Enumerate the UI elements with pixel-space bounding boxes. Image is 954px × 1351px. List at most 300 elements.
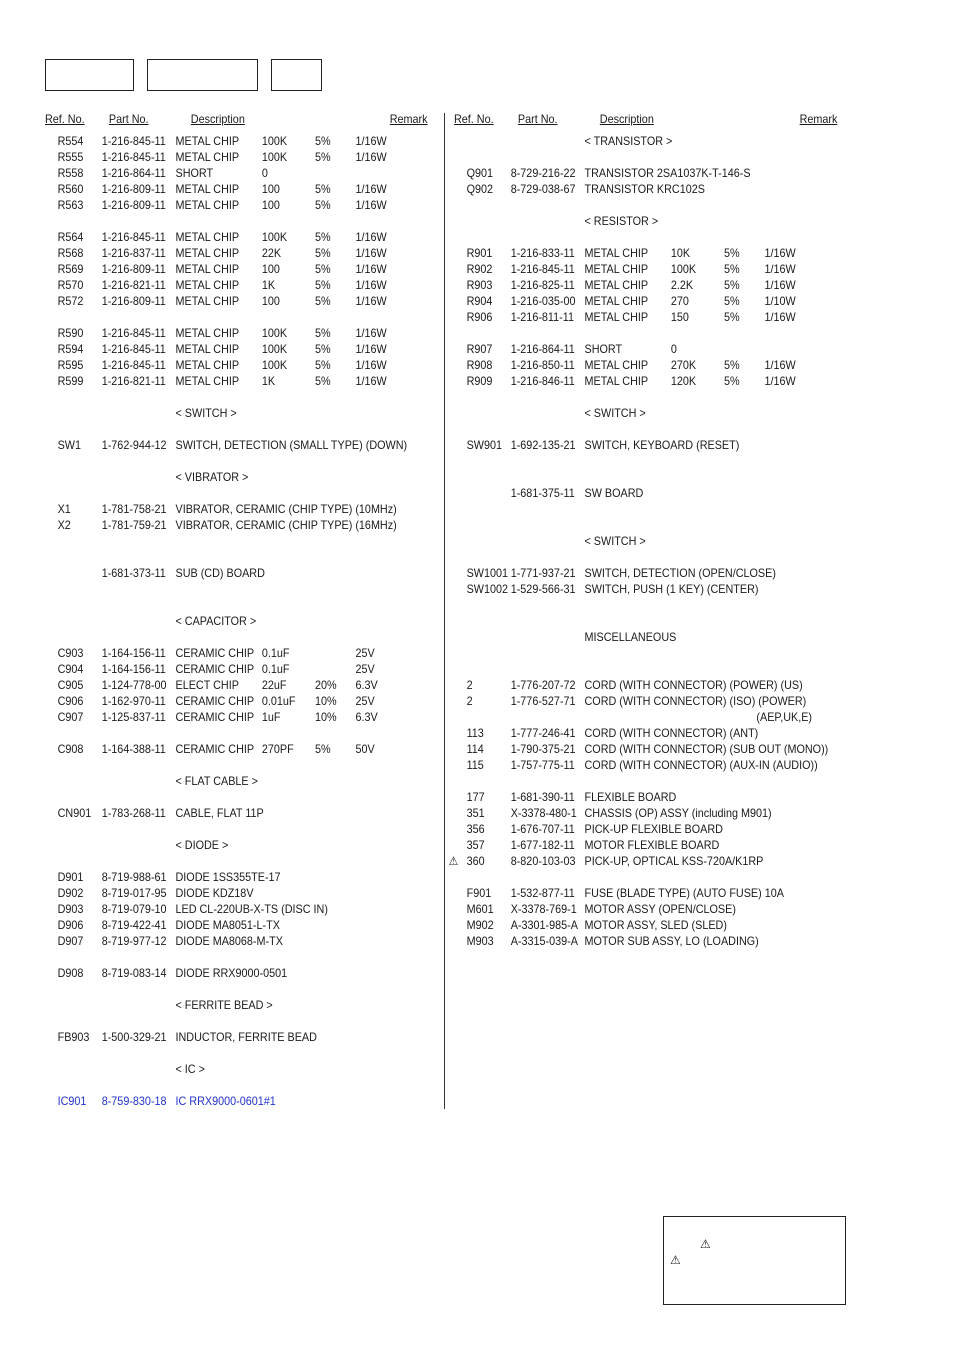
table-row — [45, 325, 403, 341]
description: PICK-UP FLEXIBLE BOARD — [584, 822, 723, 836]
part-no: 1-216-821-11 — [101, 278, 166, 292]
part-no: 1-676-707-11 — [510, 822, 575, 836]
part-no: 1-216-035-00 — [510, 294, 576, 308]
tolerance: 5% — [315, 326, 331, 340]
ref-no: R568 — [57, 246, 84, 260]
table-row — [45, 277, 403, 293]
description: METAL CHIP — [584, 374, 649, 388]
ref-no: D903 — [57, 902, 84, 916]
table-row — [454, 885, 810, 901]
part-no: 1-164-156-11 — [101, 646, 166, 660]
ref-no: R564 — [57, 230, 84, 244]
blank-row — [454, 389, 810, 405]
tolerance: 5% — [315, 262, 331, 276]
ref-no: R909 — [466, 374, 493, 388]
value: 100 — [261, 262, 280, 276]
part-no: 1-677-182-11 — [510, 838, 575, 852]
table-row — [454, 309, 810, 325]
value: 270PF — [261, 742, 294, 756]
ref-no: D901 — [57, 870, 84, 884]
part-no: 1-781-759-21 — [101, 518, 167, 532]
ref-no: 2 — [466, 694, 473, 708]
description: DIODE RRX9000-0501 — [175, 966, 288, 980]
tolerance: 5% — [315, 358, 331, 372]
description: CORD (WITH CONNECTOR) (POWER) (US) — [584, 678, 803, 692]
table-row — [454, 741, 829, 757]
ref-no: R569 — [57, 262, 84, 276]
description: CERAMIC CHIP — [175, 662, 255, 676]
description: VIBRATOR, CERAMIC (CHIP TYPE) (10MHz) — [175, 502, 397, 516]
table-row — [448, 853, 810, 869]
description: LED CL-220UB-X-TS (DISC IN) — [175, 902, 328, 916]
rating: 1/16W — [764, 358, 796, 372]
value: 22uF — [261, 678, 287, 692]
blank-row — [45, 389, 403, 405]
ref-no: R901 — [466, 246, 493, 260]
value: 120K — [670, 374, 697, 388]
ref-no: D906 — [57, 918, 84, 932]
table-row — [454, 437, 810, 453]
table-row — [45, 677, 403, 693]
table-row — [454, 581, 810, 597]
part-no: 1-125-837-11 — [101, 710, 166, 724]
blank-row — [45, 213, 403, 229]
value: 100 — [261, 294, 280, 308]
ref-header: Ref. No. — [454, 112, 494, 126]
part-no: X-3378-769-1 — [510, 902, 577, 916]
ref-no: FB903 — [57, 1030, 90, 1044]
blank-row — [45, 485, 403, 501]
ref-no: F901 — [466, 886, 492, 900]
tolerance: 5% — [315, 342, 331, 356]
description: CERAMIC CHIP — [175, 646, 255, 660]
description: CERAMIC CHIP — [175, 710, 255, 724]
part-no: 8-719-017-95 — [101, 886, 167, 900]
blank-row — [45, 1077, 403, 1093]
ref-no: SW1001 — [466, 566, 509, 580]
part-no: 1-216-833-11 — [510, 246, 575, 260]
right-parts-list — [448, 133, 849, 949]
table-row — [45, 901, 403, 917]
remark: (AEP,UK,E) — [756, 710, 813, 724]
value: 1K — [261, 278, 276, 292]
part-no: X-3378-480-1 — [510, 806, 577, 820]
part-header: Part No. — [108, 112, 149, 126]
tolerance: 5% — [315, 294, 331, 308]
ref-no: 357 — [466, 838, 485, 852]
table-row — [454, 181, 810, 197]
ref-no: R563 — [57, 198, 84, 212]
blank-row — [454, 597, 810, 613]
value: 22K — [261, 246, 282, 260]
table-row — [454, 917, 810, 933]
tolerance: 5% — [724, 278, 740, 292]
value: 100 — [261, 198, 280, 212]
ref-no: 356 — [466, 822, 485, 836]
blank-row — [454, 613, 810, 629]
ref-no: D908 — [57, 966, 84, 980]
part-no: 8-719-083-14 — [101, 966, 167, 980]
part-no: 1-216-837-11 — [101, 246, 166, 260]
rating: 25V — [355, 662, 375, 676]
description: SHORT — [584, 342, 623, 356]
part-no: 1-216-864-11 — [101, 166, 166, 180]
description: METAL CHIP — [175, 182, 240, 196]
description: SWITCH, KEYBOARD (RESET) — [584, 438, 740, 452]
header-box-3 — [271, 59, 322, 91]
ref-no: R594 — [57, 342, 84, 356]
part-no: A-3315-039-A — [510, 934, 578, 948]
ref-no: 114 — [466, 742, 484, 756]
ref-no: R907 — [466, 342, 493, 356]
tolerance: 5% — [315, 198, 331, 212]
tolerance: 20% — [315, 678, 337, 692]
blank-row — [454, 149, 810, 165]
description: CORD (WITH CONNECTOR) (ANT) — [584, 726, 759, 740]
table-row — [454, 677, 810, 693]
table-row — [45, 1061, 403, 1077]
table-row — [45, 613, 403, 629]
warning-triangle-icon: ⚠ — [448, 854, 459, 868]
part-no: 1-216-809-11 — [101, 182, 166, 196]
table-row — [454, 213, 810, 229]
value: 100K — [261, 326, 288, 340]
description: MOTOR FLEXIBLE BOARD — [584, 838, 720, 852]
blank-row — [45, 629, 403, 645]
description: METAL CHIP — [584, 358, 649, 372]
description: DIODE MA8068-M-TX — [175, 934, 283, 948]
description: CABLE, FLAT 11P — [175, 806, 264, 820]
part-no: 1-529-566-31 — [510, 582, 576, 596]
ref-no: R908 — [466, 358, 493, 372]
table-row — [454, 789, 810, 805]
ref-no: C904 — [57, 662, 84, 676]
rating: 1/16W — [355, 358, 387, 372]
part-no: 1-216-811-11 — [510, 310, 574, 324]
description: DIODE MA8051-L-TX — [175, 918, 280, 932]
rating: 6.3V — [355, 678, 378, 692]
ref-no: M601 — [466, 902, 494, 916]
description: FLEXIBLE BOARD — [584, 790, 677, 804]
rating: 1/16W — [355, 294, 387, 308]
description: PICK-UP, OPTICAL KSS-720A/K1RP — [584, 854, 764, 868]
ref-no: R572 — [57, 294, 84, 308]
tolerance: 5% — [724, 358, 740, 372]
table-row — [45, 293, 403, 309]
description: TRANSISTOR 2SA1037K-T-146-S — [584, 166, 751, 180]
blank-row — [45, 549, 403, 565]
part-no: 1-681-390-11 — [510, 790, 575, 804]
part-no: 8-719-079-10 — [101, 902, 167, 916]
header-box-2 — [147, 59, 258, 91]
rating: 1/16W — [355, 374, 387, 388]
ref-no: 360 — [466, 854, 485, 868]
desc-header: Description — [599, 112, 654, 126]
table-row — [45, 245, 403, 261]
part-no: 1-781-758-21 — [101, 502, 167, 516]
blank-row — [454, 661, 810, 677]
table-row — [45, 885, 403, 901]
ref-no: R558 — [57, 166, 84, 180]
table-row — [454, 293, 810, 309]
value: 150 — [670, 310, 689, 324]
part-no: 1-783-268-11 — [101, 806, 166, 820]
ref-no: M903 — [466, 934, 494, 948]
rating: 1/16W — [764, 246, 796, 260]
ref-no: M902 — [466, 918, 494, 932]
blank-row — [45, 821, 403, 837]
ref-no: 115 — [466, 758, 484, 772]
description: TRANSISTOR KRC102S — [584, 182, 705, 196]
value: 0.01uF — [261, 694, 296, 708]
rating: 1/16W — [355, 150, 387, 164]
tolerance: 5% — [315, 230, 331, 244]
table-row — [45, 965, 403, 981]
blank-row — [45, 581, 403, 597]
description: CORD (WITH CONNECTOR) (ISO) (POWER) — [584, 694, 807, 708]
table-row — [454, 373, 810, 389]
description: < VIBRATOR > — [175, 470, 249, 484]
part-no: 1-216-845-11 — [101, 134, 166, 148]
blank-row — [454, 229, 810, 245]
ref-no: C906 — [57, 694, 84, 708]
blank-row — [45, 789, 403, 805]
part-no: 1-777-246-41 — [510, 726, 576, 740]
blank-row — [45, 949, 403, 965]
table-row — [45, 517, 403, 533]
ref-no: 113 — [466, 726, 484, 740]
part-no: 1-757-775-11 — [510, 758, 575, 772]
value: 0.1uF — [261, 662, 290, 676]
description: < RESISTOR > — [584, 214, 659, 228]
ref-no: C908 — [57, 742, 84, 756]
description: < SWITCH > — [584, 406, 646, 420]
tolerance: 5% — [724, 310, 740, 324]
description: CORD (WITH CONNECTOR) (SUB OUT (MONO)) — [584, 742, 829, 756]
table-row — [45, 837, 403, 853]
ref-no: R903 — [466, 278, 493, 292]
blank-row — [45, 853, 403, 869]
description: < DIODE > — [175, 838, 229, 852]
part-no: 1-216-845-11 — [101, 358, 166, 372]
tolerance: 5% — [724, 294, 740, 308]
value: 100 — [261, 182, 280, 196]
description: METAL CHIP — [175, 262, 240, 276]
table-row — [45, 693, 403, 709]
ref-no: Q901 — [466, 166, 494, 180]
rating: 1/16W — [764, 278, 796, 292]
part-no: 1-216-825-11 — [510, 278, 575, 292]
description: METAL CHIP — [584, 294, 649, 308]
blank-row — [454, 773, 810, 789]
table-row — [45, 229, 403, 245]
warning-triangle-icon: ⚠ — [700, 1237, 711, 1251]
part-no: 1-162-970-11 — [101, 694, 166, 708]
description: CERAMIC CHIP — [175, 694, 255, 708]
tolerance: 5% — [315, 742, 331, 756]
ref-no: R599 — [57, 374, 84, 388]
description: METAL CHIP — [175, 374, 240, 388]
table-row — [45, 1029, 403, 1045]
description: CHASSIS (OP) ASSY (including M901) — [584, 806, 772, 820]
table-row — [454, 261, 810, 277]
description: METAL CHIP — [584, 310, 649, 324]
table-row — [454, 629, 810, 645]
description: METAL CHIP — [175, 246, 240, 260]
part-no: 1-216-864-11 — [510, 342, 575, 356]
ref-no: CN901 — [57, 806, 92, 820]
rating: 1/16W — [355, 342, 387, 356]
value: 270K — [670, 358, 697, 372]
ref-no: R902 — [466, 262, 493, 276]
table-row — [454, 693, 810, 709]
description: MISCELLANEOUS — [584, 630, 677, 644]
description: DIODE 1SS355TE-17 — [175, 870, 281, 884]
description: IC RRX9000-0601#1 — [175, 1094, 276, 1108]
part-no: 1-216-845-11 — [101, 342, 166, 356]
value: 0 — [261, 166, 268, 180]
table-row — [45, 197, 403, 213]
description: MOTOR ASSY (OPEN/CLOSE) — [584, 902, 736, 916]
table-row — [45, 341, 403, 357]
rating: 1/16W — [764, 374, 796, 388]
part-no: 8-719-988-61 — [101, 870, 167, 884]
value: 100K — [670, 262, 697, 276]
ref-no: R554 — [57, 134, 84, 148]
table-row — [45, 373, 403, 389]
description: METAL CHIP — [175, 134, 240, 148]
ref-no: R906 — [466, 310, 493, 324]
part-no: 1-164-156-11 — [101, 662, 166, 676]
ref-no: R570 — [57, 278, 84, 292]
part-no: 1-762-944-12 — [101, 438, 167, 452]
table-row — [454, 821, 810, 837]
description: DIODE KDZ18V — [175, 886, 254, 900]
description: < SWITCH > — [584, 534, 646, 548]
value: 100K — [261, 230, 288, 244]
remark-header: Remark — [389, 112, 428, 126]
description: METAL CHIP — [175, 150, 240, 164]
table-row — [454, 165, 810, 181]
table-row — [45, 261, 403, 277]
description: MOTOR SUB ASSY, LO (LOADING) — [584, 934, 759, 948]
description: SHORT — [175, 166, 214, 180]
part-no: 1-216-845-11 — [101, 326, 166, 340]
description: METAL CHIP — [175, 342, 240, 356]
part-no: 1-681-373-11 — [101, 566, 166, 580]
table-row — [45, 805, 403, 821]
ref-no: X2 — [57, 518, 71, 532]
part-no: 8-719-977-12 — [101, 934, 167, 948]
description: ELECT CHIP — [175, 678, 239, 692]
table-row — [454, 341, 810, 357]
table-row — [454, 405, 810, 421]
part-no: 1-216-809-11 — [101, 262, 166, 276]
description: METAL CHIP — [175, 326, 240, 340]
table-row — [45, 773, 403, 789]
part-no: 1-216-850-11 — [510, 358, 575, 372]
value: 0 — [670, 342, 677, 356]
left-header-row — [45, 111, 428, 133]
ref-no: 2 — [466, 678, 473, 692]
description: SWITCH, DETECTION (OPEN/CLOSE) — [584, 566, 776, 580]
part-no: 8-729-216-22 — [510, 166, 576, 180]
table-row — [45, 741, 403, 757]
table-row — [45, 149, 403, 165]
value: 0.1uF — [261, 646, 290, 660]
rating: 25V — [355, 694, 375, 708]
table-row — [45, 357, 403, 373]
table-row — [45, 405, 403, 421]
ref-no: D907 — [57, 934, 84, 948]
rating: 1/16W — [355, 134, 387, 148]
table-row — [454, 357, 810, 373]
rating: 1/16W — [355, 182, 387, 196]
part-no: 1-776-207-72 — [510, 678, 576, 692]
table-row — [45, 133, 403, 149]
part-no: 1-216-845-11 — [101, 150, 166, 164]
tolerance: 5% — [315, 374, 331, 388]
table-row — [454, 485, 810, 501]
tolerance: 5% — [315, 278, 331, 292]
rating: 25V — [355, 646, 375, 660]
table-row — [454, 133, 810, 149]
part-no: A-3301-985-A — [510, 918, 578, 932]
description: METAL CHIP — [175, 198, 240, 212]
table-row — [45, 933, 403, 949]
part-no: 1-776-527-71 — [510, 694, 576, 708]
value: 270 — [670, 294, 689, 308]
part-no: 1-500-329-21 — [101, 1030, 167, 1044]
caution-box — [663, 1216, 846, 1305]
part-no: 8-820-103-03 — [510, 854, 576, 868]
blank-row — [45, 421, 403, 437]
blank-row — [454, 645, 810, 661]
ref-no: SW1 — [57, 438, 82, 452]
ref-no: SW1002 — [466, 582, 509, 596]
table-row — [45, 501, 403, 517]
part-no: 8-729-038-67 — [510, 182, 576, 196]
ref-no: IC901 — [57, 1094, 87, 1108]
tolerance: 5% — [315, 134, 331, 148]
blank-row — [45, 757, 403, 773]
table-row — [454, 805, 810, 821]
part-no: 1-216-845-11 — [510, 262, 575, 276]
part-no: 1-164-388-11 — [101, 742, 166, 756]
blank-row — [45, 453, 403, 469]
blank-row — [45, 597, 403, 613]
table-row — [45, 661, 403, 677]
table-row — [45, 1093, 403, 1109]
right-header-row — [454, 111, 838, 133]
tolerance: 5% — [724, 374, 740, 388]
value: 100K — [261, 342, 288, 356]
part-no: 1-216-845-11 — [101, 230, 166, 244]
description: SWITCH, PUSH (1 KEY) (CENTER) — [584, 582, 759, 596]
column-divider — [444, 113, 445, 1109]
part-no: 1-532-877-11 — [510, 886, 575, 900]
table-row — [454, 933, 810, 949]
ref-no: C905 — [57, 678, 84, 692]
blank-row — [454, 501, 810, 517]
tolerance: 5% — [315, 246, 331, 260]
description: INDUCTOR, FERRITE BEAD — [175, 1030, 317, 1044]
part-no: 1-216-809-11 — [101, 198, 166, 212]
blank-row — [45, 533, 403, 549]
left-parts-column — [45, 111, 443, 1109]
tolerance: 5% — [315, 182, 331, 196]
ref-no: C907 — [57, 710, 84, 724]
